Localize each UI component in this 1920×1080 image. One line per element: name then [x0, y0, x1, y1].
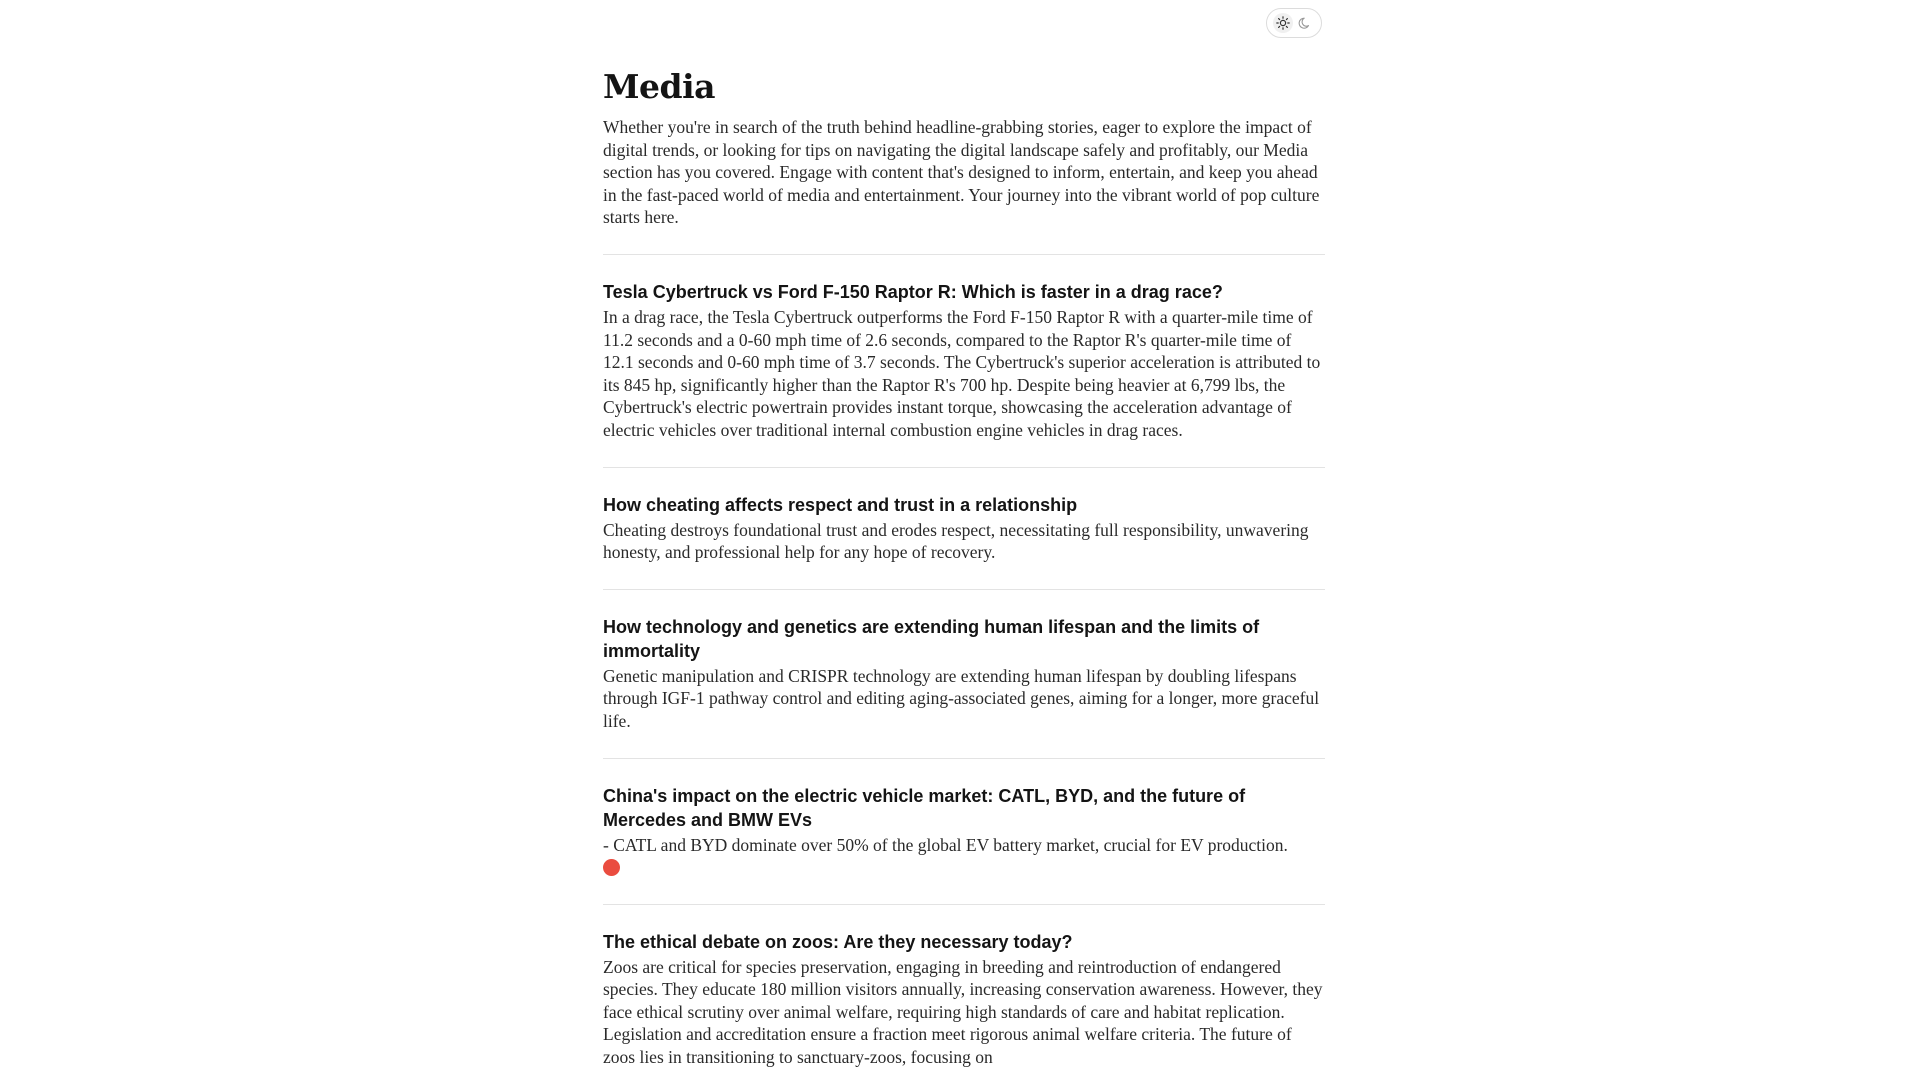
article-title[interactable]: China's impact on the electric vehicle market: CATL, BYD, and the future of Mercedes and BMW EVs	[603, 785, 1246, 830]
article-card[interactable]	[603, 590, 1325, 758]
page-title: Media	[603, 67, 716, 106]
theme-toggle	[1266, 8, 1322, 38]
moon-icon	[1298, 16, 1312, 30]
light-mode-button[interactable]	[1273, 13, 1293, 33]
sun-icon	[1276, 16, 1290, 30]
article-summary: In a drag race, the Tesla Cybertruck outperforms the Ford F-150 Raptor R with a quarter-mile time of 11.2 seconds and a 0-60 mph time of 2.6 seconds, compared to the Raptor R's quarter-mile time of 12.1 seconds and 0-60 mph time of 3.7 seconds. The Cybertruck's superior acceleration is attributed to its 845 hp, significantly higher than the Raptor R's 700 hp. Despite being heavier at 6,799 lbs, the Cybertruck's electric powertrain provides instant torque, showcasing the acceleration advantage of electric vehicles over traditional internal combustion engine vehicles in drag races.	[603, 306, 1321, 440]
article-summary-text: - CATL and BYD dominate over 50% of the global EV battery market, crucial for EV production.	[603, 834, 1288, 855]
article-summary: Genetic manipulation and CRISPR technology are extending human lifespan by doubling lifespans through IGF-1 pathway control and editing aging-associated genes, aiming for a longer, more graceful life.	[603, 665, 1320, 731]
article-card[interactable]	[603, 255, 1325, 467]
article-card[interactable]	[603, 468, 1325, 589]
main-content	[603, 64, 1325, 1080]
page-intro: Whether you're in search of the truth behind headline-grabbing stories, eager to explore the impact of digital trends, or looking for tips on navigating the digital landscape safely and profitably, our Media section has you covered. Engage with content that's designed to inform, entertain, and keep you ahead in the fast-paced world of media and entertainment. Your journey into the vibrant world of pop culture starts here.	[603, 117, 1320, 228]
article-card[interactable]	[603, 905, 1325, 1080]
article-summary: Zoos are critical for species preservation, engaging in breeding and reintroduction of endangered species. They educate 180 million visitors annually, increasing conservation awareness. However, they face ethical scrutiny over animal welfare, requiring high standards of care and habitat replication. Legislation and accreditation ensure a fraction meet rigorous animal welfare criteria. The future of zoos lies in transitioning to sanctuary-zoos, focusing on	[603, 956, 1323, 1068]
article-title[interactable]: How technology and genetics are extending human lifespan and the limits of immortality	[603, 616, 1260, 661]
article-title[interactable]: The ethical debate on zoos: Are they necessary today?	[603, 931, 1073, 952]
article-summary	[603, 834, 1325, 879]
article-card[interactable]	[603, 759, 1325, 904]
dark-mode-button[interactable]	[1295, 13, 1315, 33]
article-title[interactable]: Tesla Cybertruck vs Ford F-150 Raptor R: Which is faster in a drag race?	[603, 281, 1223, 302]
article-summary: Cheating destroys foundational trust and erodes respect, necessitating full responsibility, unwavering honesty, and professional help for any hope of recovery.	[603, 519, 1309, 563]
red-circle-icon	[603, 859, 620, 876]
article-title[interactable]: How cheating affects respect and trust in a relationship	[603, 494, 1078, 515]
